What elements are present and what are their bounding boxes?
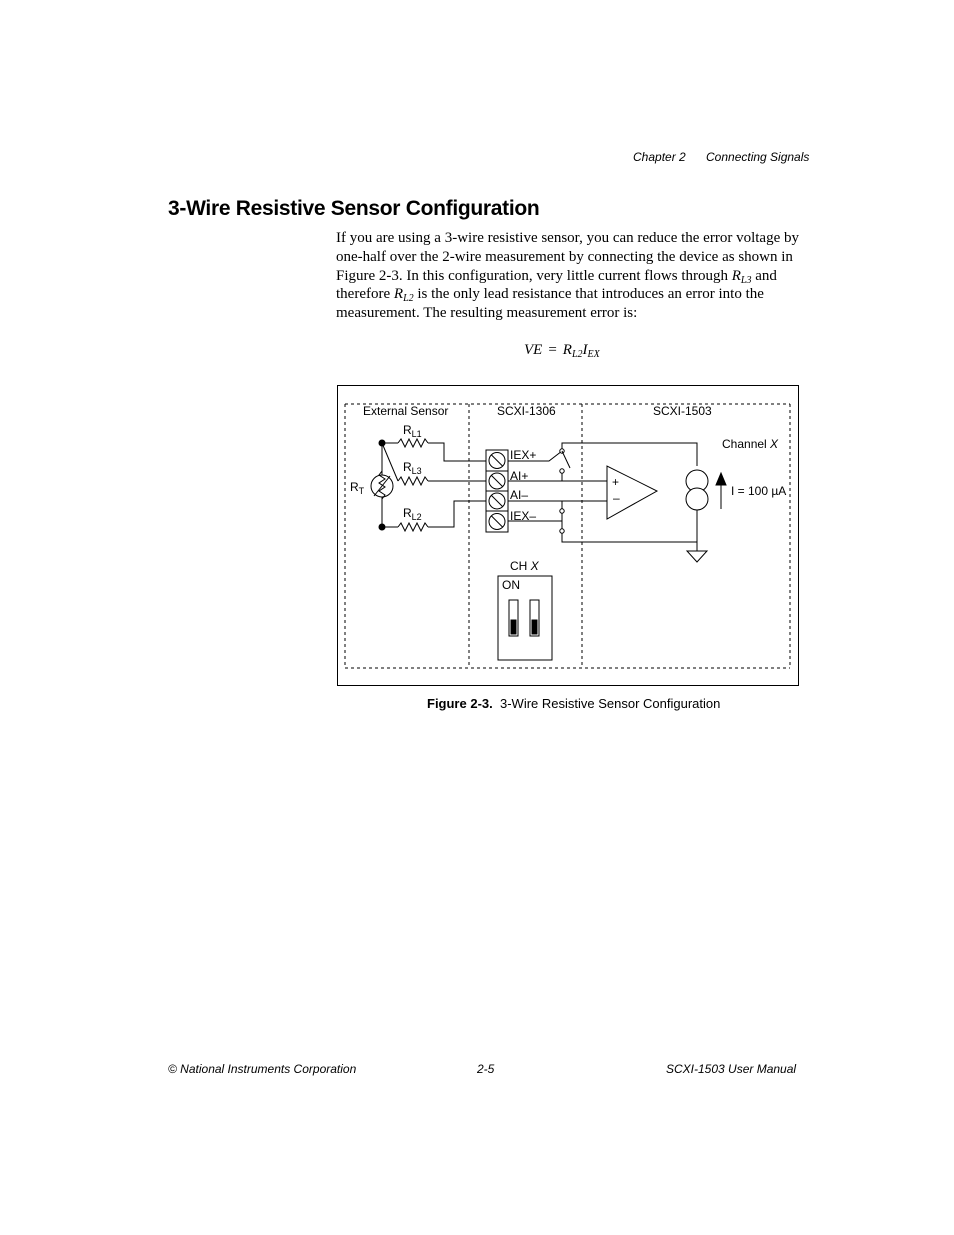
r-symbol: R: [731, 267, 741, 284]
channel-label: Channel X: [722, 437, 779, 451]
sensor-node-top: [379, 440, 385, 446]
terminal-ai-minus-label: AI–: [510, 488, 529, 502]
equation-i: I: [582, 342, 588, 358]
equation-equals: =: [548, 342, 557, 358]
subscript-l2: L2: [403, 293, 414, 305]
dip-switch-on-label: ON: [502, 578, 520, 592]
region-label-scxi1503: SCXI-1503: [653, 404, 712, 418]
current-value-label: I = 100 µA: [731, 484, 787, 498]
ground-icon: [687, 542, 707, 562]
region-label-scxi1306: SCXI-1306: [497, 404, 556, 418]
header-chapter: Chapter 2: [633, 150, 686, 164]
figure-caption: [427, 696, 720, 711]
equation-i-sub: EX: [587, 349, 600, 360]
terminal-block: [486, 450, 508, 532]
resistor-rl1-icon: [398, 439, 428, 447]
switch-iex-minus-icon: [560, 501, 564, 533]
equation-r-sub: L2: [571, 349, 583, 360]
thermistor-rt-icon: [371, 471, 393, 499]
body-paragraph: [336, 229, 806, 323]
caption-label: Figure 2-3.: [427, 696, 493, 711]
equation-r: R: [562, 342, 572, 358]
resistor-rl2-icon: [398, 523, 428, 531]
wiring-schematic: [337, 385, 799, 686]
section-heading: 3-Wire Resistive Sensor Configuration: [168, 197, 540, 220]
body-text-part2: and therefore: [336, 267, 777, 303]
body-text-part3: is the only lead resistance that introduces an error into the measurement. The resulting measurement error is:: [336, 286, 764, 322]
region-label-external: External Sensor: [363, 404, 449, 418]
resistor-rl3-icon: [398, 477, 428, 485]
terminal-iex-plus-label: IEX+: [510, 448, 537, 462]
body-text-part1: If you are using a 3-wire resistive sensor, you can reduce the error voltage by one-half over the 2-wire measurement by connecting the device as shown in Figure 2-3. In this configuration, very little current flows through: [336, 230, 799, 284]
amplifier-plus-sign: +: [612, 475, 620, 489]
terminal-iex-minus-label: IEX–: [510, 509, 537, 523]
caption-text: 3-Wire Resistive Sensor Configuration: [499, 696, 721, 711]
amplifier-minus-sign: –: [613, 491, 620, 505]
footer-copyright: © National Instruments Corporation: [168, 1062, 357, 1076]
current-direction-arrow-icon: [716, 473, 726, 509]
rt-label: $R_T$: [350, 480, 365, 496]
rl1-label: $R_{L1}$: [403, 423, 422, 439]
terminal-ai-plus-label: AI+: [510, 469, 529, 483]
current-source-icon: [686, 470, 708, 510]
header-section: Connecting Signals: [706, 150, 810, 164]
ch-x-label: CH X: [510, 559, 539, 573]
subscript-l3: L3: [740, 274, 752, 286]
equation-lhs: VE: [524, 342, 543, 358]
error-equation: [524, 342, 600, 359]
footer-page-number: 2-5: [477, 1062, 495, 1076]
r-symbol: R: [393, 286, 404, 303]
rl2-label: $R_{L2}$: [403, 506, 422, 522]
footer-manual-title: SCXI-1503 User Manual: [666, 1062, 797, 1076]
rl3-label: $R_{L3}$: [403, 460, 422, 476]
switch-iex-plus-icon: [560, 449, 570, 481]
sensor-node-bottom: [379, 524, 385, 530]
